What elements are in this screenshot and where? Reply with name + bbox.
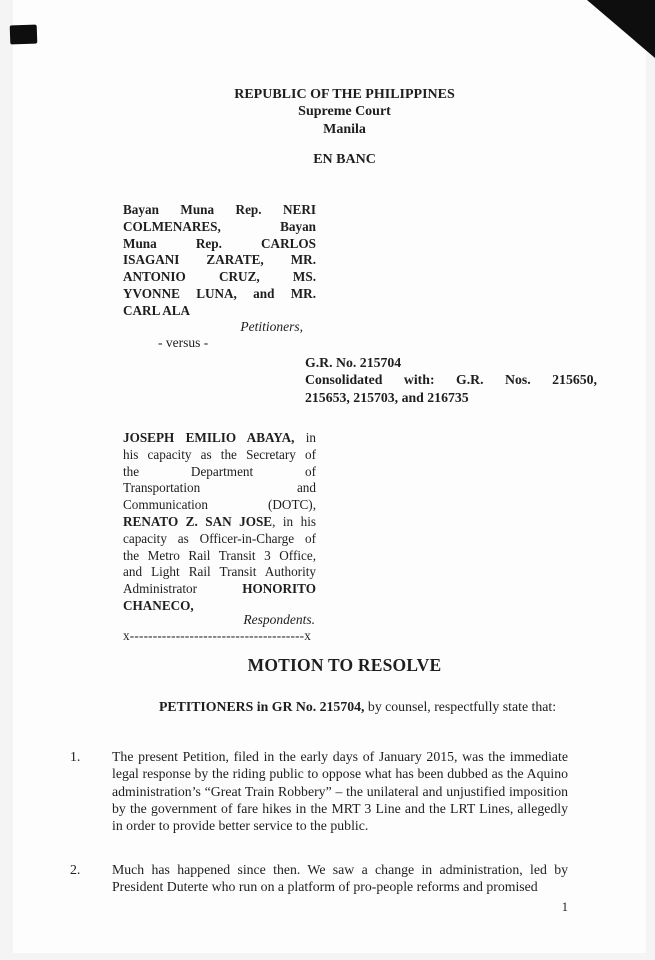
- court-line: Supreme Court: [298, 104, 391, 120]
- caption-separator: x--------------------------------------x: [123, 628, 312, 643]
- text-line: RENATO Z. SAN JOSE, in his: [123, 513, 316, 529]
- case-number-block: [305, 354, 597, 406]
- respondents-block: [123, 430, 316, 615]
- text-line: Muna Rep. CARLOS: [123, 235, 316, 251]
- item-text: Much has happened since then. We saw a change in administration, led by President Duterte who run on a platform of pro-people reforms and promised: [112, 862, 568, 895]
- division-label: EN BANC: [313, 152, 376, 167]
- item-number: 1.: [70, 749, 81, 764]
- text-line: CARL ALA: [123, 302, 191, 318]
- text-line: Administrator HONORITO: [123, 581, 316, 597]
- text-line: Bayan Muna Rep. NERI: [123, 202, 316, 217]
- respondents-label: Respondents.: [243, 612, 315, 627]
- page-number: 1: [561, 900, 568, 914]
- page-edge-bottom: [0, 953, 655, 960]
- text-line: CHANECO,: [123, 597, 194, 613]
- opening-paragraph: PETITIONERS in GR No. 215704, by counsel, respectfully state that:: [159, 699, 557, 714]
- document-title: MOTION TO RESOLVE: [247, 655, 442, 675]
- text-line: YVONNE LUNA, and MR.: [123, 285, 316, 301]
- text-line: the Department of: [123, 463, 316, 479]
- scan-artifact-top-left: [10, 25, 38, 45]
- text-line: Consolidated with: G.R. Nos. 215650,: [305, 372, 597, 388]
- text-line: his capacity as the Secretary of: [123, 446, 316, 462]
- versus-line: - versus -: [158, 335, 209, 350]
- item-text: The present Petition, filed in the early days of January 2015, was the immediate legal response by the riding public to oppose what has been dubbed as the Aquino administration’s “Great Train Robbery” – the unilateral and unjustified imposition by the government of fare hikes in the MRT 3 Line and the LRT Lines, allegedly in order to provide better service to the public.: [112, 749, 568, 834]
- text-line: G.R. No. 215704: [305, 355, 402, 370]
- text-line: Communication (DOTC),: [123, 497, 316, 513]
- page-edge-right: [646, 0, 655, 960]
- petitioners-label: Petitioners,: [240, 319, 303, 334]
- petitioners-block: [123, 202, 316, 320]
- court-header: [121, 86, 568, 138]
- text-line: ISAGANI ZARATE, MR.: [123, 252, 316, 268]
- text-line: JOSEPH EMILIO ABAYA, in: [123, 430, 316, 445]
- text-line: Transportation and: [123, 480, 316, 496]
- text-line: capacity as Officer-in-Charge of: [123, 530, 316, 546]
- scan-artifact-top-right-corner: [587, 0, 655, 58]
- text-line: the Metro Rail Transit 3 Office,: [123, 547, 316, 563]
- text-line: ANTONIO CRUZ, MS.: [123, 269, 316, 285]
- text-line: and Light Rail Transit Authority: [123, 564, 316, 580]
- item-number: 2.: [70, 862, 81, 877]
- page-edge-left: [0, 0, 13, 960]
- city-line: Manila: [323, 121, 366, 137]
- text-line: 215653, 215703, and 216735: [305, 389, 469, 405]
- text-line: COLMENARES, Bayan: [123, 218, 316, 234]
- republic-line: REPUBLIC OF THE PHILIPPINES: [234, 87, 455, 102]
